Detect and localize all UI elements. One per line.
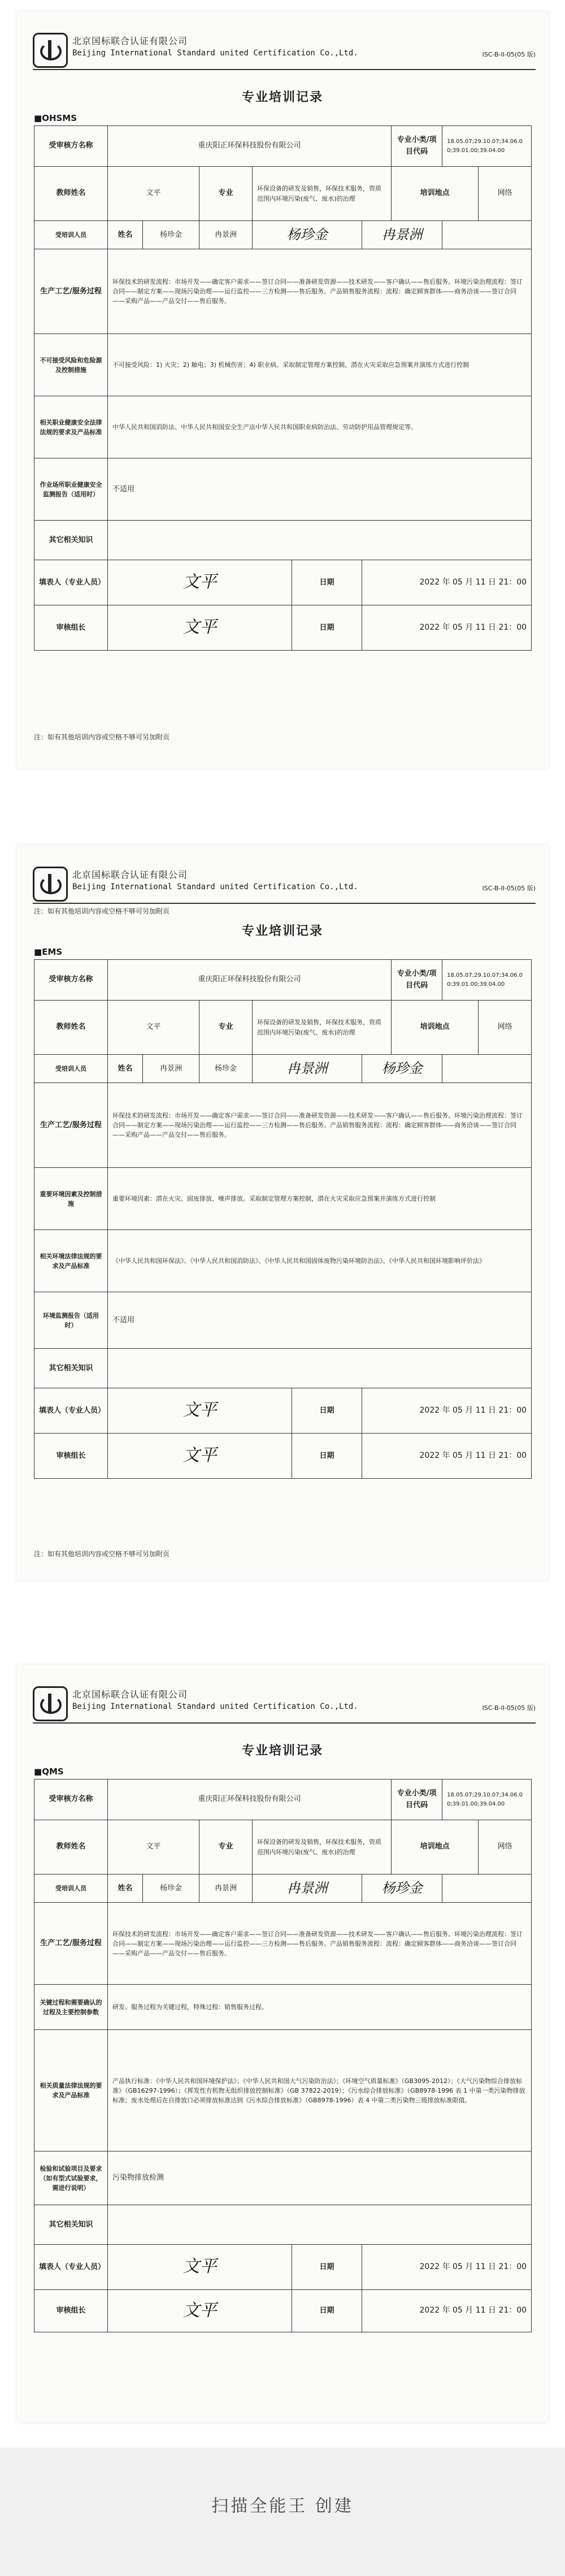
training-record-table: 受审核方名称 重庆阳正环保科技股份有限公司 专业小类/项目代码 18.05.07;29.10.07;34.06.00;39.01.00;39.04.00 教师姓名 文平 专业 环保设备的研发及销售，环保技术服务，资质范围内环境污染(废气、废水)的治理 培训地点 网络 受培训人员 姓名 杨珍金 冉景洲 冉景洲 杨珍金 生产工艺/服务过程 环保技术的研发流程：市场开发——确定客户需求——签订合同——准备研发资源——技术研发——客户确认——售后服务。环境污染治理流程：签订合同——制定方案——现场污染治理——运行监控——三方检测——售后服务。产品销售服务流程：流程：确定顾客群体——商务洽谈——签订合同——采购产品——产品交付——售后服务。 关键过程和需要确认的过程及主要控制参数 研发、服务过程为关键过程，特殊过程：销售服务过程。 相关质量法律法规的要求及产品标准 产品执行标准：《中华人民共和国环境保护法》；《中华人民共和国大气污染防治法》；《环境空气质量标准》（GB3095-2012）；《大气污染物综合排放标准》（GB16297-1996）；《挥发性有机物无组织排放控制标准》（GB 37822-2019）；《污水综合排放标准》（GB8978-1996 表 1 中第一类污染物排放标准；废水处理后在自排放口必须排放标准达到《污水综合排放标准》（GB8978-1996）表 4 中第二类污染物三级排放标准限值。 检验和试验项目及要求（如有型式试验要求，需进行说明） 污染物排放检测 其它相关知识 填表人（专业人员） 文平 日期 2022 年 05 月 11 日 21：00 审核组长 文平 日期 2022 年 05 月 11 日 21：00	[34, 1779, 532, 2332]
label-name: 姓名	[108, 221, 143, 249]
record-page-qms	[17, 1665, 548, 2422]
label-other-info: 其它相关知识	[34, 521, 108, 560]
training-record-table: 受审核方名称 重庆阳正环保科技股份有限公司 专业小类/项目代码 18.05.07;29.10.07;34.06.00;39.01.00;39.04.00 教师姓名 文平 专业 环保设备的研发及销售，环保技术服务，资质范围内环境污染(废气、废水)的治理 培训地点 网络 受培训人员 姓名 冉景洲 杨珍金 冉景洲 杨珍金 生产工艺/服务过程 环保技术的研发流程：市场开发——确定客户需求——签订合同——准备研发资源——技术研发——客户确认——售后服务。环境污染治理流程：签订合同——制定方案——现场污染治理——运行监控——三方检测——售后服务。产品销售服务流程：流程：确定顾客群体——商务洽谈——签订合同——采购产品——产品交付——售后服务。 重要环境因素及控制措施 重要环境因素：潜在火灾、固废排放、噪声排放。采取制定管理方案控制，潜在火灾采取应急预案并演练方式进行控制 相关环境法律法规的要求及产品标准 《中华人民共和国环保法》、《中华人民共和国消防法》、《中华人民共和国固体废物污染环境防治法》、《中华人民共和国环境影响评价法》 环境监测报告（适用时） 不适用 其它相关知识 填表人（专业人员） 文平 日期 2022 年 05 月 11 日 21：00 审核组长 文平 日期 2022 年 05 月 11 日 21：00	[34, 959, 532, 1479]
label-audited-party: 受审核方名称	[34, 960, 108, 1001]
reviewer-date: 2022 年 05 月 11 日 21：00	[362, 605, 532, 651]
org-header	[33, 863, 536, 904]
section-label: ■OHSMS	[34, 113, 77, 123]
label-name: 姓名	[108, 1055, 143, 1083]
label-audited-party: 受审核方名称	[34, 1780, 108, 1820]
label-reviewer: 审核组长	[34, 2290, 108, 2332]
label-site: 培训地点	[392, 1820, 479, 1874]
label-row-1: 重要环境因素及控制措施	[34, 1168, 108, 1230]
org-name-cn: 北京国标联合认证有限公司	[72, 1689, 188, 1700]
org-header	[33, 29, 536, 70]
trainee-name: 冉景洲	[143, 1055, 199, 1083]
reviewer-date: 2022 年 05 月 11 日 21：00	[362, 2290, 532, 2332]
row-3-value: 不适用	[108, 1292, 532, 1349]
site-value: 网络	[479, 167, 532, 221]
training-record-table: 受审核方名称 重庆阳正环保科技股份有限公司 专业小类/项目代码 18.05.07;29.10.07;34.06.00;39.01.00;39.04.00 教师姓名 文平 专业 环保设备的研发及销售，环保技术服务，资质范围内环境污染(废气、废水)的治理 培训地点 网络 受培训人员 姓名 杨珍金 冉景洲 杨珍金 冉景洲 生产工艺/服务过程 环保技术的研发流程：市场开发——确定客户需求——签订合同——准备研发资源——技术研发——客户确认——售后服务。环境污染治理流程：签订合同——制定方案——现场污染治理——运行监控——三方检测——售后服务。产品销售服务流程：流程：确定顾客群体——商务洽谈——签订合同——采购产品——产品交付——售后服务。 不可接受风险和危险源及控制措施 不可接受风险：1) 火灾；2) 触电；3) 机械伤害；4) 职业病。采取制定管理方案控制，潜在火灾采取应急预案并演练方式进行控制 相关职业健康安全法律法规的要求及产品标准 中华人民共和国消防法、中华人民共和国安全生产法中华人民共和国职业病防治法、劳动防护用品管理规定等。 作业场所职业健康安全监测报告（适用时） 不适用 其它相关知识 填表人（专业人员） 文平 日期 2022 年 05 月 11 日 21：00 审核组长 文平 日期 2022 年 05 月 11 日 21：00	[34, 125, 532, 651]
trainee-signature: 杨珍金	[362, 1055, 442, 1083]
label-row-3: 检验和试验项目及要求（如有型式试验要求，需进行说明）	[34, 2151, 108, 2205]
filler-signature: 文平	[108, 2245, 292, 2290]
label-name: 姓名	[108, 1874, 143, 1903]
header-note: 注：如有其他培训内容或空格不够可另加附页	[34, 907, 170, 915]
section-label: ■EMS	[34, 947, 63, 957]
subclass-code: 18.05.07;29.10.07;34.06.00;39.01.00;39.04.00	[442, 1780, 532, 1820]
record-page-ems	[17, 845, 548, 1580]
teacher-name: 文平	[108, 1820, 199, 1874]
trainee-name: 冉景洲	[199, 221, 253, 249]
row-1-value: 不可接受风险：1) 火灾；2) 触电；3) 机械伤害；4) 职业病。采取制定管理方案控制，潜在火灾采取应急预案并演练方式进行控制	[108, 334, 532, 396]
row-2-value: 《中华人民共和国环保法》、《中华人民共和国消防法》、《中华人民共和国固体废物污染环境防治法》、《中华人民共和国环境影响评价法》	[108, 1230, 532, 1292]
section-label: ■QMS	[34, 1767, 64, 1777]
label-process: 生产工艺/服务过程	[34, 1083, 108, 1168]
process-description: 环保技术的研发流程：市场开发——确定客户需求——签订合同——准备研发资源——技术研发——客户确认——售后服务。环境污染治理流程：签订合同——制定方案——现场污染治理——运行监控——三方检测——售后服务。产品销售服务流程：流程：确定顾客群体——商务洽谈——签订合同——采购产品——产品交付——售后服务。	[108, 1083, 532, 1168]
label-trainee: 受培训人员	[34, 221, 108, 249]
label-filler: 填表人（专业人员）	[34, 1388, 108, 1434]
major-description: 环保设备的研发及销售，环保技术服务，资质范围内环境污染(废气、废水)的治理	[253, 1001, 392, 1055]
row-1-value: 重要环境因素：潜在火灾、固废排放、噪声排放。采取制定管理方案控制，潜在火灾采取应急预案并演练方式进行控制	[108, 1168, 532, 1230]
label-subclass: 专业小类/项目代码	[392, 960, 442, 1001]
label-major: 专业	[199, 1001, 253, 1055]
teacher-name: 文平	[108, 1001, 199, 1055]
reviewer-signature: 文平	[108, 605, 292, 651]
label-row-1: 不可接受风险和危险源及控制措施	[34, 334, 108, 396]
company-name: 重庆阳正环保科技股份有限公司	[108, 1780, 392, 1820]
company-logo-icon	[33, 1686, 68, 1721]
label-row-2: 相关职业健康安全法律法规的要求及产品标准	[34, 396, 108, 458]
filler-signature: 文平	[108, 560, 292, 605]
trainee-signature: 杨珍金	[253, 221, 362, 249]
page-title: 专业培训记录	[241, 1744, 323, 1758]
label-subclass: 专业小类/项目代码	[392, 126, 442, 167]
filler-date: 2022 年 05 月 11 日 21：00	[362, 560, 532, 605]
subclass-code: 18.05.07;29.10.07;34.06.00;39.01.00;39.04.00	[442, 960, 532, 1001]
label-teacher: 教师姓名	[34, 1820, 108, 1874]
page-title: 专业培训记录	[241, 90, 323, 105]
label-row-3: 作业场所职业健康安全监测报告（适用时）	[34, 458, 108, 521]
filler-date: 2022 年 05 月 11 日 21：00	[362, 2245, 532, 2290]
label-trainee: 受培训人员	[34, 1055, 108, 1083]
label-teacher: 教师姓名	[34, 167, 108, 221]
reviewer-signature: 文平	[108, 2290, 292, 2332]
label-subclass: 专业小类/项目代码	[392, 1780, 442, 1820]
org-name-en: Beijing International Standard united Certification Co.,Ltd.	[72, 49, 358, 58]
label-filler: 填表人（专业人员）	[34, 2245, 108, 2290]
row-2-value: 产品执行标准：《中华人民共和国环境保护法》；《中华人民共和国大气污染防治法》；《环境空气质量标准》（GB3095-2012）；《大气污染物综合排放标准》（GB16297-1996）；《挥发性有机物无组织排放控制标准》（GB 37822-2019）；《污水综合排放标准》（GB8978-1996 表 1 中第一类污染物排放标准；废水处理后在自排放口必须排放标准达到《污水综合排放标准》（GB8978-1996）表 4 中第二类污染物三级排放标准限值。	[108, 2030, 532, 2151]
doc-code: ISC-B-II-05(05 版)	[482, 51, 536, 58]
doc-code: ISC-B-II-05(05 版)	[482, 885, 536, 892]
trainee-name: 杨珍金	[143, 1874, 199, 1903]
reviewer-signature: 文平	[108, 1434, 292, 1479]
footnote: 注：如有其他培训内容或空格不够可另加附页	[34, 733, 170, 741]
label-major: 专业	[199, 1820, 253, 1874]
label-major: 专业	[199, 167, 253, 221]
label-reviewer: 审核组长	[34, 1434, 108, 1479]
site-value: 网络	[479, 1001, 532, 1055]
major-description: 环保设备的研发及销售，环保技术服务，资质范围内环境污染(废气、废水)的治理	[253, 167, 392, 221]
label-audited-party: 受审核方名称	[34, 126, 108, 167]
label-other-info: 其它相关知识	[34, 1349, 108, 1388]
page-title: 专业培训记录	[241, 924, 323, 938]
label-filler: 填表人（专业人员）	[34, 560, 108, 605]
label-row-3: 环境监测报告（适用时）	[34, 1292, 108, 1349]
row-3-value: 污染物排放检测	[108, 2151, 532, 2205]
scanner-app-name: 扫描全能王 创建	[211, 2496, 354, 2516]
major-description: 环保设备的研发及销售，环保技术服务，资质范围内环境污染(废气、废水)的治理	[253, 1820, 392, 1874]
label-other-info: 其它相关知识	[34, 2205, 108, 2245]
label-process: 生产工艺/服务过程	[34, 249, 108, 334]
org-name-cn: 北京国标联合认证有限公司	[72, 36, 188, 46]
row-3-value: 不适用	[108, 458, 532, 521]
process-description: 环保技术的研发流程：市场开发——确定客户需求——签订合同——准备研发资源——技术研发——客户确认——售后服务。环境污染治理流程：签订合同——制定方案——现场污染治理——运行监控——三方检测——售后服务。产品销售服务流程：流程：确定顾客群体——商务洽谈——签订合同——采购产品——产品交付——售后服务。	[108, 249, 532, 334]
label-process: 生产工艺/服务过程	[34, 1903, 108, 1985]
trainee-name: 冉景洲	[199, 1874, 253, 1903]
doc-code: ISC-B-II-05(05 版)	[482, 1704, 536, 1712]
label-site: 培训地点	[392, 167, 479, 221]
company-name: 重庆阳正环保科技股份有限公司	[108, 126, 392, 167]
label-row-1: 关键过程和需要确认的过程及主要控制参数	[34, 1985, 108, 2030]
company-logo-icon	[33, 33, 68, 68]
label-site: 培训地点	[392, 1001, 479, 1055]
filler-date: 2022 年 05 月 11 日 21：00	[362, 1388, 532, 1434]
label-teacher: 教师姓名	[34, 1001, 108, 1055]
label-trainee: 受培训人员	[34, 1874, 108, 1903]
site-value: 网络	[479, 1820, 532, 1874]
company-logo-icon	[33, 867, 68, 902]
trainee-name: 杨珍金	[143, 221, 199, 249]
org-name-cn: 北京国标联合认证有限公司	[72, 869, 188, 880]
org-name-en: Beijing International Standard united Certification Co.,Ltd.	[72, 1702, 358, 1711]
org-name-en: Beijing International Standard united Certification Co.,Ltd.	[72, 882, 358, 891]
reviewer-date: 2022 年 05 月 11 日 21：00	[362, 1434, 532, 1479]
trainee-name: 杨珍金	[199, 1055, 253, 1083]
row-2-value: 中华人民共和国消防法、中华人民共和国安全生产法中华人民共和国职业病防治法、劳动防护用品管理规定等。	[108, 396, 532, 458]
row-1-value: 研发、服务过程为关键过程，特殊过程：销售服务过程。	[108, 1985, 532, 2030]
footnote: 注：如有其他培训内容或空格不够可另加附页	[34, 1550, 170, 1558]
trainee-signature: 冉景洲	[253, 1874, 362, 1903]
trainee-signature: 冉景洲	[253, 1055, 362, 1083]
label-reviewer: 审核组长	[34, 605, 108, 651]
subclass-code: 18.05.07;29.10.07;34.06.00;39.01.00;39.04.00	[442, 126, 532, 167]
trainee-signature: 杨珍金	[362, 1874, 442, 1903]
filler-signature: 文平	[108, 1388, 292, 1434]
company-name: 重庆阳正环保科技股份有限公司	[108, 960, 392, 1001]
org-header	[33, 1683, 536, 1724]
teacher-name: 文平	[108, 167, 199, 221]
label-row-2: 相关质量法律法规的要求及产品标准	[34, 2030, 108, 2151]
label-row-2: 相关环境法律法规的要求及产品标准	[34, 1230, 108, 1292]
trainee-signature: 冉景洲	[362, 221, 442, 249]
record-page-ohsms	[17, 11, 548, 769]
process-description: 环保技术的研发流程：市场开发——确定客户需求——签订合同——准备研发资源——技术研发——客户确认——售后服务。环境污染治理流程：签订合同——制定方案——现场污染治理——运行监控——三方检测——售后服务。产品销售服务流程：流程：确定顾客群体——商务洽谈——签订合同——采购产品——产品交付——售后服务。	[108, 1903, 532, 1985]
